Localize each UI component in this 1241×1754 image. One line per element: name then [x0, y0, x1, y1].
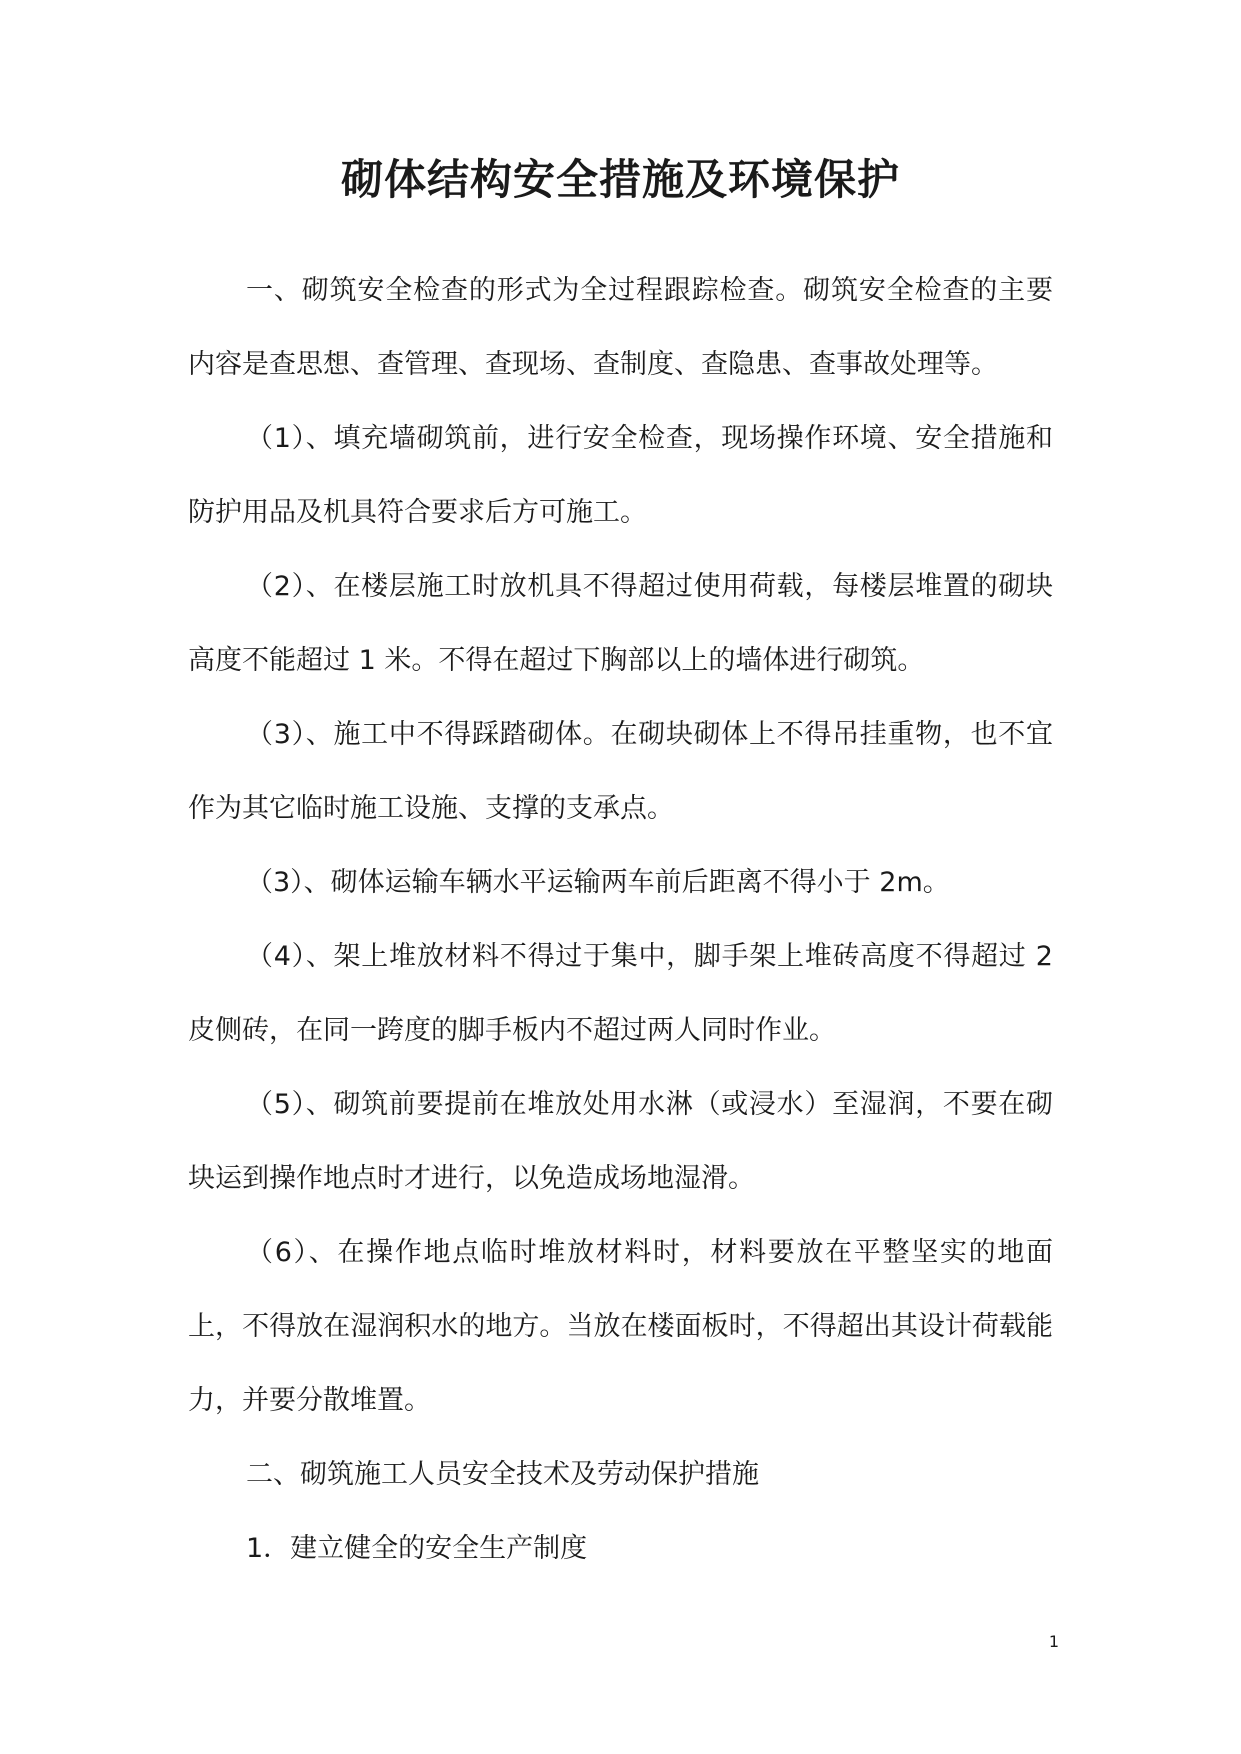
paragraph-item-3b: （3）、砌体运输车辆水平运输两车前后距离不得小于 2m。 — [246, 867, 950, 898]
paragraph-item-3a: （3）、施工中不得踩踏砌体。在砌块砌体上不得吊挂重物，也不宜作为其它临时施工设施、支撑的支承点。 — [188, 719, 1053, 824]
paragraph-item-2: （2）、在楼层施工时放机具不得超过使用荷载，每楼层堆置的砌块高度不能超过 1 米。不得在超过下胸部以上的墙体进行砌筑。 — [188, 571, 1053, 676]
paragraph-inspection-intro: 一、砌筑安全检查的形式为全过程跟踪检查。砌筑安全检查的主要内容是查思想、查管理、查现场、查制度、查隐患、查事故处理等。 — [188, 275, 1053, 380]
paragraph-item-5: （5）、砌筑前要提前在堆放处用水淋（或浸水）至湿润，不要在砌块运到操作地点时才进行，以免造成场地湿滑。 — [188, 1089, 1053, 1194]
subsection-heading-1: 1．建立健全的安全生产制度 — [246, 1533, 588, 1564]
page-number: 1 — [1048, 1632, 1059, 1651]
document-title: 砌体结构安全措施及环境保护 — [340, 155, 900, 204]
document-body — [188, 254, 1053, 1586]
section-heading-2: 二、砌筑施工人员安全技术及劳动保护措施 — [246, 1459, 759, 1490]
paragraph-item-1: （1）、填充墙砌筑前，进行安全检查，现场操作环境、安全措施和防护用品及机具符合要求后方可施工。 — [188, 423, 1053, 528]
paragraph-item-4: （4）、架上堆放材料不得过于集中，脚手架上堆砖高度不得超过 2 皮侧砖，在同一跨度的脚手板内不超过两人同时作业。 — [188, 941, 1053, 1046]
paragraph-item-6: （6）、在操作地点临时堆放材料时，材料要放在平整坚实的地面上，不得放在湿润积水的地方。当放在楼面板时，不得超出其设计荷载能力，并要分散堆置。 — [188, 1237, 1053, 1416]
